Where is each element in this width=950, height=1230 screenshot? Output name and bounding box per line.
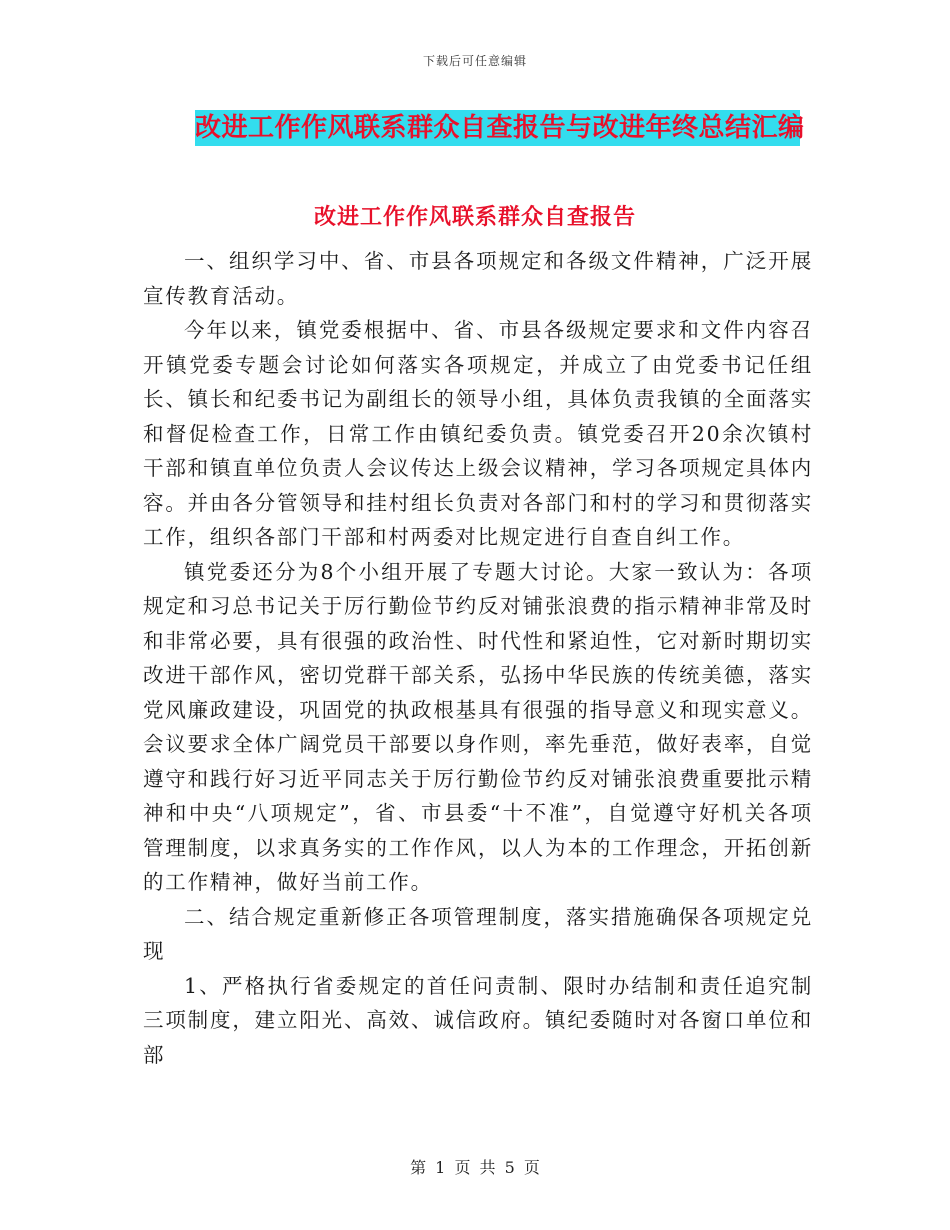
document-body — [143, 244, 813, 1072]
page-number: 第 1 页 共 5 页 — [410, 1158, 540, 1177]
header-note: 下载后可任意编辑 — [422, 54, 527, 68]
section-title: 改进工作作风联系群众自查报告 — [313, 204, 636, 230]
document-title-highlight — [195, 110, 805, 146]
paragraph: 一、组织学习中、省、市县各项规定和各级文件精神，广泛开展宣传教育活动。 — [143, 249, 813, 308]
paragraph: 今年以来，镇党委根据中、省、市县各级规定要求和文件内容召开镇党委专题会讨论如何落实各项规定，并成立了由党委书记任组长、镇长和纪委书记为副组长的领导小组，具体负责我镇的全面落实和督促检查工作，日常工作由镇纪委负责。镇党委召开20余次镇村干部和镇直单位负责人会议传达上级会议精神，学习各项规定具体内容。并由各分管领导和挂村组长负责对各部门和村的学习和贯彻落实工作，组织各部门干部和村两委对比规定进行自查自纠工作。 — [143, 318, 813, 549]
paragraph: 1、严格执行省委规定的首任问责制、限时办结制和责任追究制三项制度，建立阳光、高效、诚信政府。镇纪委随时对各窗口单位和部 — [143, 973, 813, 1067]
document-title: 改进工作作风联系群众自查报告与改进年终总结汇编 — [195, 113, 805, 143]
paragraph: 二、结合规定重新修正各项管理制度，落实措施确保各项规定兑现 — [143, 904, 813, 963]
paragraph: 镇党委还分为8个小组开展了专题大讨论。大家一致认为：各项规定和习总书记关于厉行勤俭节约反对铺张浪费的指示精神非常及时和非常必要，具有很强的政治性、时代性和紧迫性，它对新时期切实改进干部作风，密切党群干部关系，弘扬中华民族的传统美德，落实党风廉政建设，巩固党的执政根基具有很强的指导意义和现实意义。会议要求全体广阔党员干部要以身作则，率先垂范，做好表率，自觉遵守和践行好习近平同志关于厉行勤俭节约反对铺张浪费重要批示精神和中央“八项规定”，省、市县委“十不准”，自觉遵守好机关各项管理制度，以求真务实的工作作风，以人为本的工作理念，开拓创新的工作精神，做好当前工作。 — [143, 559, 813, 894]
